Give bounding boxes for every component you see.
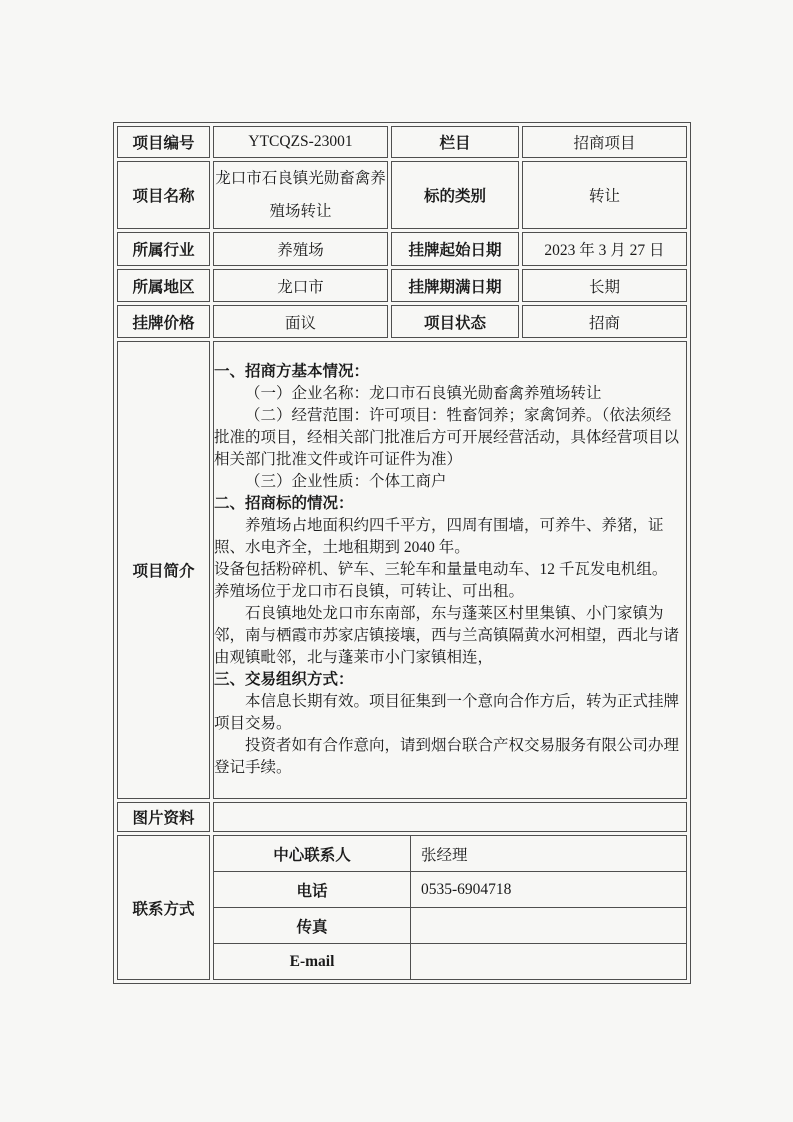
image-material-value: [213, 802, 687, 832]
contact-table: [214, 836, 686, 979]
table-row: [117, 126, 687, 158]
listing-expiry-date-value: 长期: [522, 269, 687, 302]
project-intro-content: [213, 341, 687, 799]
project-listing-table: [113, 122, 691, 984]
column-value: 招商项目: [522, 126, 687, 158]
fax-label: 传真: [214, 908, 411, 944]
intro-paragraph: 养殖场位于龙口市石良镇，可转让、可出租。: [214, 583, 525, 600]
project-status-value: 招商: [522, 305, 687, 338]
contact-person-label: 中心联系人: [214, 836, 411, 872]
intro-paragraph: （二）经营范围：许可项目：牲畜饲养；家禽饲养。（依法须经批准的项目，经相关部门批准后方可开展经营活动，具体经营项目以相关部门批准文件或许可证件为准）: [214, 407, 680, 468]
fax-value: [411, 908, 687, 944]
contact-info-cell: [213, 835, 687, 980]
project-intro-label: 项目简介: [117, 341, 210, 799]
intro-paragraph: 本信息长期有效。项目征集到一个意向合作方后，转为正式挂牌项目交易。: [214, 693, 680, 732]
industry-label: 所属行业: [117, 232, 210, 266]
project-name-label: 项目名称: [117, 161, 210, 229]
industry-value: 养殖场: [213, 232, 388, 266]
project-number-label: 项目编号: [117, 126, 210, 158]
contact-row: [214, 944, 686, 980]
email-label: E-mail: [214, 944, 411, 980]
intro-paragraph: 投资者如有合作意向，请到烟台联合产权交易服务有限公司办理登记手续。: [214, 737, 680, 776]
listing-price-label: 挂牌价格: [117, 305, 210, 338]
listing-price-value: 面议: [213, 305, 388, 338]
contact-row: [214, 872, 686, 908]
listing-start-date-label: 挂牌起始日期: [391, 232, 519, 266]
intro-paragraph: 设备包括粉碎机、铲车、三轮车和量量电动车、12 千瓦发电机组。: [214, 561, 668, 578]
project-status-label: 项目状态: [391, 305, 519, 338]
intro-paragraph: 石良镇地处龙口市东南部，东与蓬莱区村里集镇、小门家镇为邻，南与栖霞市苏家店镇接壤，西与兰高镇隔黄水河相望，西北与诸由观镇毗邻，北与蓬莱市小门家镇相连，: [214, 605, 680, 666]
table-row: [117, 161, 687, 229]
email-value: [411, 944, 687, 980]
table-row-contact: [117, 835, 687, 980]
image-material-label: 图片资料: [117, 802, 210, 832]
intro-paragraph: 二、招商标的情况：: [214, 495, 354, 512]
table-row: [117, 232, 687, 266]
phone-label: 电话: [214, 872, 411, 908]
intro-paragraph: （三）企业性质：个体工商户: [245, 473, 447, 490]
project-number-value: YTCQZS-23001: [213, 126, 388, 158]
intro-paragraph: 三、交易组织方式：: [214, 671, 354, 688]
table-row-images: [117, 802, 687, 832]
listing-start-date-value: 2023 年 3 月 27 日: [522, 232, 687, 266]
contact-row: [214, 836, 686, 872]
target-type-value: 转让: [522, 161, 687, 229]
intro-paragraph: 养殖场占地面积约四千平方，四周有围墙，可养牛、养猪，证照、水电齐全，土地租期到 2040 年。: [214, 517, 664, 556]
intro-paragraph: （一）企业名称：龙口市石良镇光勋畜禽养殖场转让: [245, 385, 602, 402]
contact-row: [214, 908, 686, 944]
table-row-intro: [117, 341, 687, 799]
region-value: 龙口市: [213, 269, 388, 302]
table-row: [117, 305, 687, 338]
listing-expiry-date-label: 挂牌期满日期: [391, 269, 519, 302]
region-label: 所属地区: [117, 269, 210, 302]
contact-person-value: 张经理: [411, 836, 687, 872]
intro-paragraph: 一、招商方基本情况：: [214, 363, 370, 380]
project-name-value: 龙口市石良镇光勋畜禽养殖场转让: [213, 161, 388, 229]
table-row: [117, 269, 687, 302]
phone-value: 0535-6904718: [411, 872, 687, 908]
contact-info-label: 联系方式: [117, 835, 210, 980]
target-type-label: 标的类别: [391, 161, 519, 229]
column-label: 栏目: [391, 126, 519, 158]
